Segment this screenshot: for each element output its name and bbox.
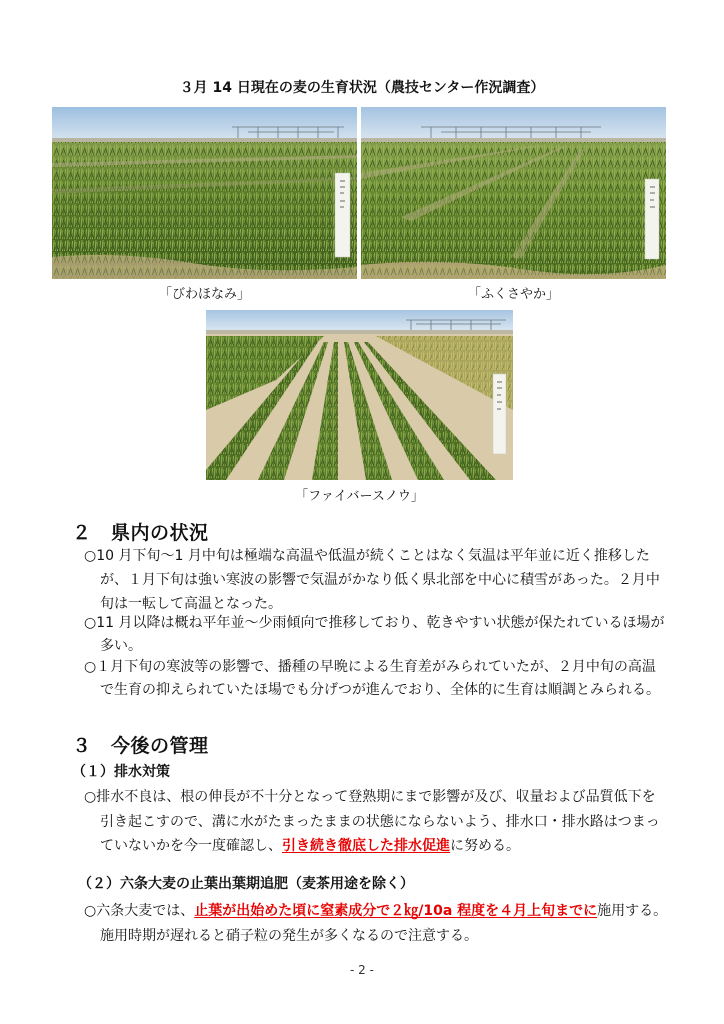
- body-line: [84, 902, 667, 920]
- section-heading-prefecture-status: ２ 県内の状況: [72, 522, 209, 544]
- body-line: 引き起こすので、溝に水がたまったままの状態にならないよう、排水口・排水路はつまっ: [100, 814, 660, 830]
- photo-caption-biwahonami: 「びわほなみ」: [158, 287, 250, 302]
- subsection-heading-drainage: （１）排水対策: [72, 764, 170, 780]
- body-text: 施用する。: [597, 903, 668, 919]
- photo-fiber-snow: [206, 310, 513, 480]
- body-line: ○11 月以降は概ね平年並～少雨傾向で推移しており、乾きやすい状態が保たれているほ場が: [84, 615, 665, 631]
- section-heading-future-management: ３ 今後の管理: [72, 735, 209, 757]
- body-text: ていないかを今一度確認し、: [100, 838, 282, 854]
- body-line: ○１月下旬の寒波等の影響で、播種の早晩による生育差がみられていたが、２月中旬の高温: [84, 659, 656, 675]
- subsection-heading-topdressing: （２）六条大麦の止葉出葉期追肥（麦茶用途を除く）: [78, 876, 414, 892]
- body-line: 多い。: [100, 638, 142, 654]
- plot-sign: [493, 374, 506, 454]
- body-line: ○排水不良は、根の伸長が不十分となって登熟期にまで影響が及び、収量および品質低下を: [84, 789, 656, 805]
- plot-sign: [335, 173, 350, 257]
- emphasis-text: 引き続き徹底した排水促進: [282, 838, 450, 854]
- page-number: - 2 -: [350, 963, 374, 977]
- emphasis-text: 止葉が出始めた頃に窒素成分で２㎏/10a 程度を４月上旬までに: [194, 903, 598, 919]
- body-text: に努める。: [450, 838, 520, 854]
- body-line: 施用時期が遅れると硝子粒の発生が多くなるので注意する。: [100, 928, 478, 944]
- body-line: が、１月下旬は強い寒波の影響で気温がかなり低く県北部を中心に積雪があった。２月中: [100, 572, 660, 588]
- body-line: ○10 月下旬～1 月中旬は極端な高温や低温が続くことはなく気温は平年並に近く推移した: [84, 548, 650, 564]
- body-text: ○六条大麦では、: [84, 903, 195, 919]
- body-line: 旬は一転して高温となった。: [100, 596, 282, 612]
- photo-biwahonami: [52, 107, 357, 279]
- body-line: [100, 837, 520, 855]
- plot-sign: [645, 179, 659, 259]
- photo-caption-fiber-snow: 「ファイバースノウ」: [295, 489, 424, 504]
- photo-fukusayaka: [361, 107, 666, 279]
- photo-caption-fukusayaka: 「ふくさやか」: [467, 287, 559, 302]
- body-line: で生育の抑えられていたほ場でも分げつが進んでおり、全体的に生育は順調とみられる。: [100, 682, 660, 698]
- figure-title: ３月 14 日現在の麦の生育状況（農技センター作況調査）: [179, 80, 545, 96]
